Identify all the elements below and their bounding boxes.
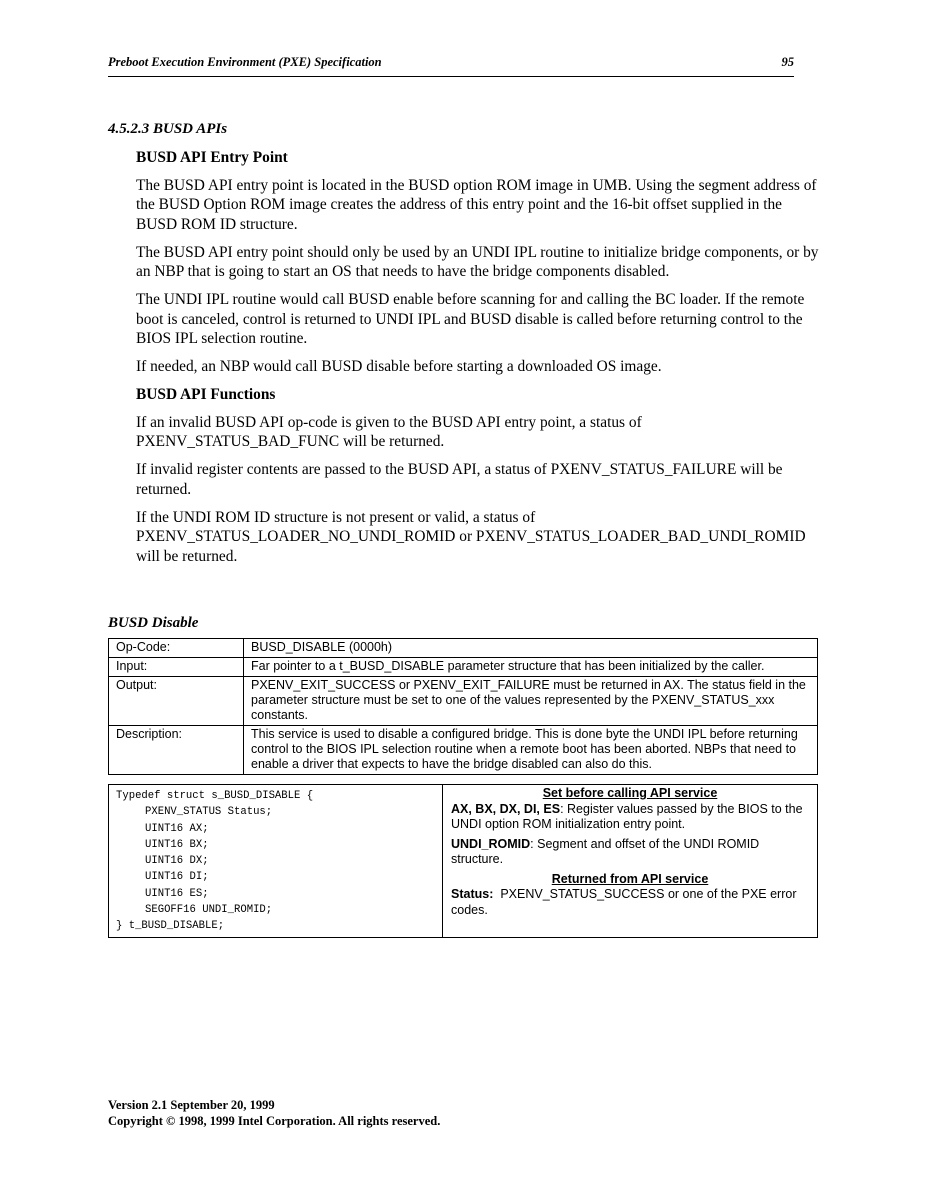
row-label: Op-Code: bbox=[109, 639, 244, 658]
struct-code-block bbox=[109, 785, 443, 938]
table-row bbox=[109, 677, 818, 726]
paragraph: The BUSD API entry point is located in the BUSD option ROM image in UMB. Using the segment address of the BUSD Option ROM image creates the address of this entry point and the 16-bit offset supplied in the BUSD ROM ID structure. bbox=[136, 176, 817, 233]
row-value: PXENV_EXIT_SUCCESS or PXENV_EXIT_FAILURE must be returned in AX. The status field in the parameter structure must be set to one of the values represented by the PXENV_STATUS_xxx constants. bbox=[244, 677, 818, 726]
field-text: : Segment and offset of the UNDI ROMID structure. bbox=[451, 836, 760, 866]
field-text: : Register values passed by the BIOS to the UNDI option ROM initialization entry point. bbox=[451, 801, 803, 831]
set-before-heading: Set before calling API service bbox=[542, 786, 718, 800]
code-line: UINT16 DX; bbox=[145, 855, 209, 868]
code-line: UINT16 ES; bbox=[145, 887, 209, 900]
field-term: AX, BX, DX, DI, ES bbox=[451, 801, 561, 816]
row-value: BUSD_DISABLE (0000h) bbox=[244, 639, 818, 658]
field-term: Status: bbox=[451, 887, 494, 901]
row-label: Input: bbox=[109, 658, 244, 677]
paragraph: If needed, an NBP would call BUSD disable before starting a downloaded OS image. bbox=[136, 358, 662, 375]
functions-heading: BUSD API Functions bbox=[136, 386, 276, 403]
paragraph: If the UNDI ROM ID structure is not present or valid, a status of PXENV_STATUS_LOADER_NO_UNDI_ROMID or PXENV_STATUS_LOADER_BAD_UNDI_ROMID will be returned. bbox=[136, 508, 806, 565]
paragraph: The UNDI IPL routine would call BUSD enable before scanning for and calling the BC loader. If the remote boot is canceled, control is returned to UNDI IPL and BUSD disable is called before returning control to the BIOS IPL selection routine. bbox=[136, 291, 805, 347]
field-description bbox=[451, 887, 809, 918]
paragraph: If an invalid BUSD API op-code is given to the BUSD API entry point, a status of PXENV_STATUS_BAD_FUNC will be returned. bbox=[136, 413, 642, 450]
body-text bbox=[136, 148, 826, 575]
field-term: UNDI_ROMID bbox=[451, 836, 531, 851]
version-line: Version 2.1 September 20, 1999 bbox=[108, 1098, 275, 1112]
row-value: Far pointer to a t_BUSD_DISABLE parameter structure that has been initialized by the caller. bbox=[244, 658, 818, 677]
table-row bbox=[109, 726, 818, 775]
row-label: Output: bbox=[109, 677, 244, 726]
code-line: UINT16 AX; bbox=[145, 822, 209, 835]
field-text: PXENV_STATUS_SUCCESS or one of the PXE error codes. bbox=[451, 887, 800, 917]
section-heading: 4.5.2.3 BUSD APIs bbox=[108, 121, 228, 137]
code-line: PXENV_STATUS Status; bbox=[145, 806, 273, 819]
page-header bbox=[108, 55, 794, 77]
row-label: Description: bbox=[109, 726, 244, 775]
page-number: 95 bbox=[781, 55, 794, 69]
returned-from-heading: Returned from API service bbox=[551, 871, 709, 886]
document-title: Preboot Execution Environment (PXE) Specification bbox=[108, 55, 382, 69]
field-descriptions bbox=[443, 785, 818, 938]
paragraph: If invalid register contents are passed to the BUSD API, a status of PXENV_STATUS_FAILURE will be returned. bbox=[136, 461, 783, 498]
copyright-line: Copyright © 1998, 1999 Intel Corporation. All rights reserved. bbox=[108, 1113, 441, 1128]
code-line: SEGOFF16 UNDI_ROMID; bbox=[145, 904, 273, 917]
code-line: Typedef struct s_BUSD_DISABLE { bbox=[116, 790, 314, 802]
page-footer bbox=[108, 1098, 440, 1129]
table-row bbox=[109, 658, 818, 677]
code-line: } t_BUSD_DISABLE; bbox=[116, 920, 225, 933]
field-description bbox=[451, 837, 809, 868]
code-line: UINT16 BX; bbox=[145, 838, 209, 851]
field-description bbox=[451, 802, 809, 833]
paragraph: The BUSD API entry point should only be used by an UNDI IPL routine to initialize bridge components, or by an NBP that is going to start an OS that needs to have the bridge components disabled. bbox=[136, 243, 819, 280]
entry-point-heading: BUSD API Entry Point bbox=[136, 149, 288, 166]
code-line: UINT16 DI; bbox=[145, 871, 209, 884]
busd-disable-title: BUSD Disable bbox=[108, 615, 199, 631]
struct-definition-table bbox=[108, 784, 818, 938]
table-row bbox=[109, 639, 818, 658]
row-value: This service is used to disable a configured bridge. This is done byte the UNDI IPL before returning control to the BIOS IPL selection routine when a remote boot has been aborted. NBPs that need to enable a driver that expects to have the bridge disabled can also do this. bbox=[244, 726, 818, 775]
busd-disable-spec-table bbox=[108, 638, 818, 775]
